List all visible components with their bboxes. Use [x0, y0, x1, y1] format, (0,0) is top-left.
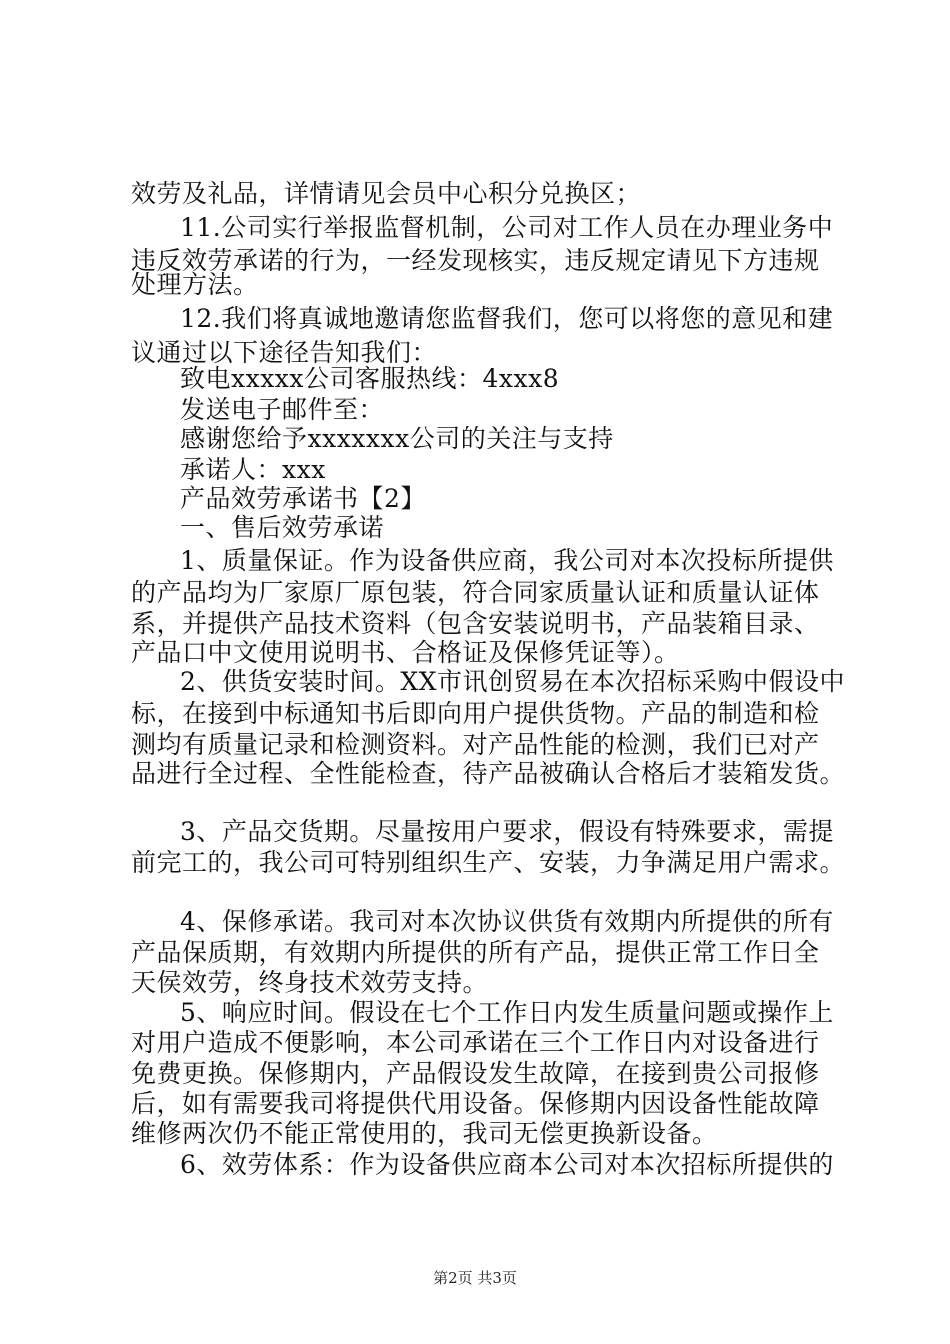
text-line: 3、产品交货期。尽量按用户要求，假设有特殊要求，需提	[180, 817, 834, 846]
text-line: 系，并提供产品技术资料（包含安装说明书，产品装箱目录、	[131, 609, 820, 638]
text-line: 6、效劳体系：作为设备供应商本公司对本次招标所提供的	[180, 1150, 834, 1179]
section-heading: 一、售后效劳承诺	[180, 513, 385, 542]
text-line: 违反效劳承诺的行为，一经发现核实，违反规定请见下方违规	[131, 246, 820, 275]
text-line: 12.我们将真诚地邀请您监督我们，您可以将您的意见和建	[180, 304, 834, 333]
text-line: 产品口中文使用说明书、合格证及保修凭证等）。	[131, 638, 680, 667]
text-line: 产品保质期，有效期内所提供的所有产品，提供正常工作日全	[131, 938, 820, 967]
text-line: 标，在接到中标通知书后即向用户提供货物。产品的制造和检	[131, 699, 820, 728]
text-line: 发送电子邮件至：	[180, 395, 385, 424]
page-footer: 第2页 共3页	[433, 1269, 517, 1287]
text-line: 5、响应时间。假设在七个工作日内发生质量问题或操作上	[180, 998, 834, 1027]
text-line: 议通过以下途径告知我们：	[131, 338, 438, 367]
text-line: 感谢您给予xxxxxxx公司的关注与支持	[180, 424, 614, 453]
text-line: 维修两次仍不能正常使用的，我司无偿更换新设备。	[131, 1119, 718, 1148]
text-line: 的产品均为厂家原厂原包装，符合同家质量认证和质量认证体	[131, 578, 820, 607]
text-line: 效劳及礼品，详情请见会员中心积分兑换区；	[131, 179, 642, 208]
text-line: 后，如有需要我司将提供代用设备。保修期内因设备性能故障	[131, 1089, 820, 1118]
text-line: 品进行全过程、全性能检查，待产品被确认合格后才装箱发货。	[131, 759, 846, 788]
text-line: 前完工的，我公司可特别组织生产、安装，力争满足用户需求。	[131, 848, 846, 877]
text-line: 4、保修承诺。我司对本次协议供货有效期内所提供的所有	[180, 907, 834, 936]
text-line: 2、供货安装时间。XX市讯创贸易在本次招标采购中假设中	[180, 667, 846, 696]
text-line: 致电xxxxx公司客服热线：4xxx8	[180, 364, 560, 393]
text-line: 承诺人：xxx	[180, 455, 326, 484]
text-line: 免费更换。保修期内，产品假设发生故障，在接到贵公司报修	[131, 1059, 820, 1088]
section-heading: 产品效劳承诺书【2】	[180, 484, 426, 513]
text-line: 对用户造成不便影响，本公司承诺在三个工作日内对设备进行	[131, 1028, 820, 1057]
text-line: 1、质量保证。作为设备供应商，我公司对本次投标所提供	[180, 546, 834, 575]
text-line: 天侯效劳，终身技术效劳支持。	[131, 968, 489, 997]
text-line: 11.公司实行举报监督机制，公司对工作人员在办理业务中	[180, 213, 834, 242]
text-line: 处理方法。	[131, 270, 259, 299]
text-line: 测均有质量记录和检测资料。对产品性能的检测，我们已对产	[131, 730, 820, 759]
